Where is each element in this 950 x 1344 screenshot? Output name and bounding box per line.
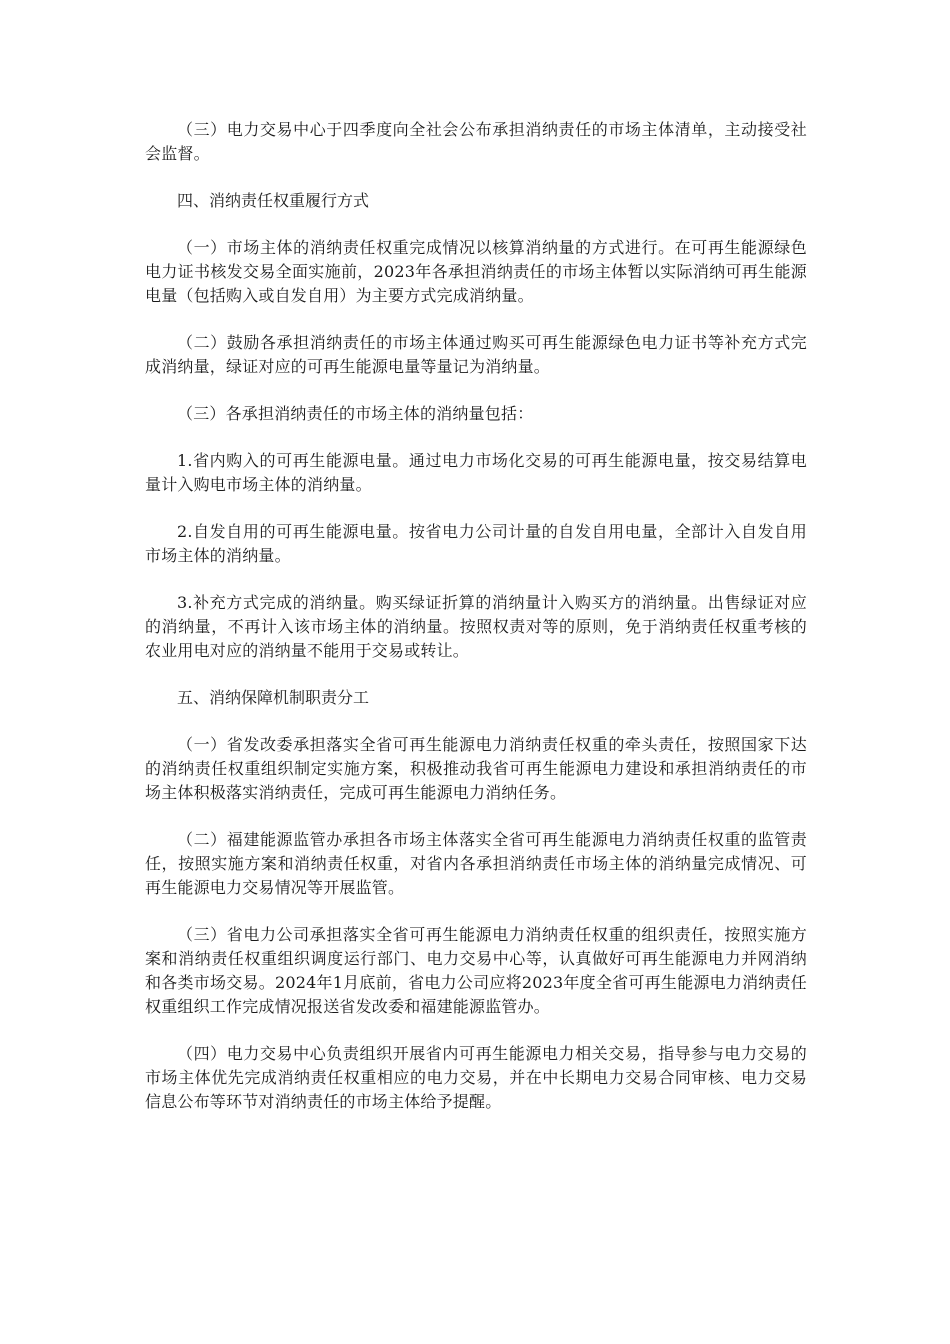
paragraph-5-4: （四）电力交易中心负责组织开展省内可再生能源电力相关交易，指导参与电力交易的市场主体优先完成消纳责任权重相应的电力交易，并在中长期电力交易合同审核、电力交易信息公布等环节对消纳责任的市场主体给予提醒。 bbox=[145, 1044, 807, 1111]
paragraph-4-1: （一）市场主体的消纳责任权重完成情况以核算消纳量的方式进行。在可再生能源绿色电力证书核发交易全面实施前，2023年各承担消纳责任的市场主体暂以实际消纳可再生能源电量（包括购入或自发自用）为主要方式完成消纳量。 bbox=[145, 238, 807, 305]
paragraph-4-3: （三）各承担消纳责任的市场主体的消纳量包括： bbox=[177, 404, 534, 423]
section-heading-4: 四、消纳责任权重履行方式 bbox=[177, 191, 370, 210]
paragraph-5-3: （三）省电力公司承担落实全省可再生能源电力消纳责任权重的组织责任，按照实施方案和消纳责任权重组织调度运行部门、电力交易中心等，认真做好可再生能源电力并网消纳和各类市场交易。2024年1月底前，省电力公司应将2023年度全省可再生能源电力消纳责任权重组织工作完成情况报送省发改委和福建能源监管办。 bbox=[145, 925, 807, 1016]
list-item-2: 2.自发自用的可再生能源电量。按省电力公司计量的自发自用电量，全部计入自发自用市场主体的消纳量。 bbox=[145, 522, 807, 565]
paragraph-5-2: （二）福建能源监管办承担各市场主体落实全省可再生能源电力消纳责任权重的监管责任，按照实施方案和消纳责任权重，对省内各承担消纳责任市场主体的消纳量完成情况、可再生能源电力交易情况等开展监管。 bbox=[145, 830, 807, 897]
paragraph-publish-list: （三）电力交易中心于四季度向全社会公布承担消纳责任的市场主体清单，主动接受社会监督。 bbox=[145, 120, 807, 163]
list-item-3: 3.补充方式完成的消纳量。购买绿证折算的消纳量计入购买方的消纳量。出售绿证对应的消纳量，不再计入该市场主体的消纳量。按照权责对等的原则，免于消纳责任权重考核的农业用电对应的消纳量不能用于交易或转让。 bbox=[145, 593, 807, 660]
list-item-1: 1.省内购入的可再生能源电量。通过电力市场化交易的可再生能源电量，按交易结算电量计入购电市场主体的消纳量。 bbox=[145, 451, 807, 494]
paragraph-4-2: （二）鼓励各承担消纳责任的市场主体通过购买可再生能源绿色电力证书等补充方式完成消纳量，绿证对应的可再生能源电量等量记为消纳量。 bbox=[145, 333, 807, 376]
document-body bbox=[145, 118, 807, 1137]
paragraph-5-1: （一）省发改委承担落实全省可再生能源电力消纳责任权重的牵头责任，按照国家下达的消纳责任权重组织制定实施方案，积极推动我省可再生能源电力建设和承担消纳责任的市场主体积极落实消纳责任，完成可再生能源电力消纳任务。 bbox=[145, 735, 807, 802]
section-heading-5: 五、消纳保障机制职责分工 bbox=[177, 688, 370, 707]
